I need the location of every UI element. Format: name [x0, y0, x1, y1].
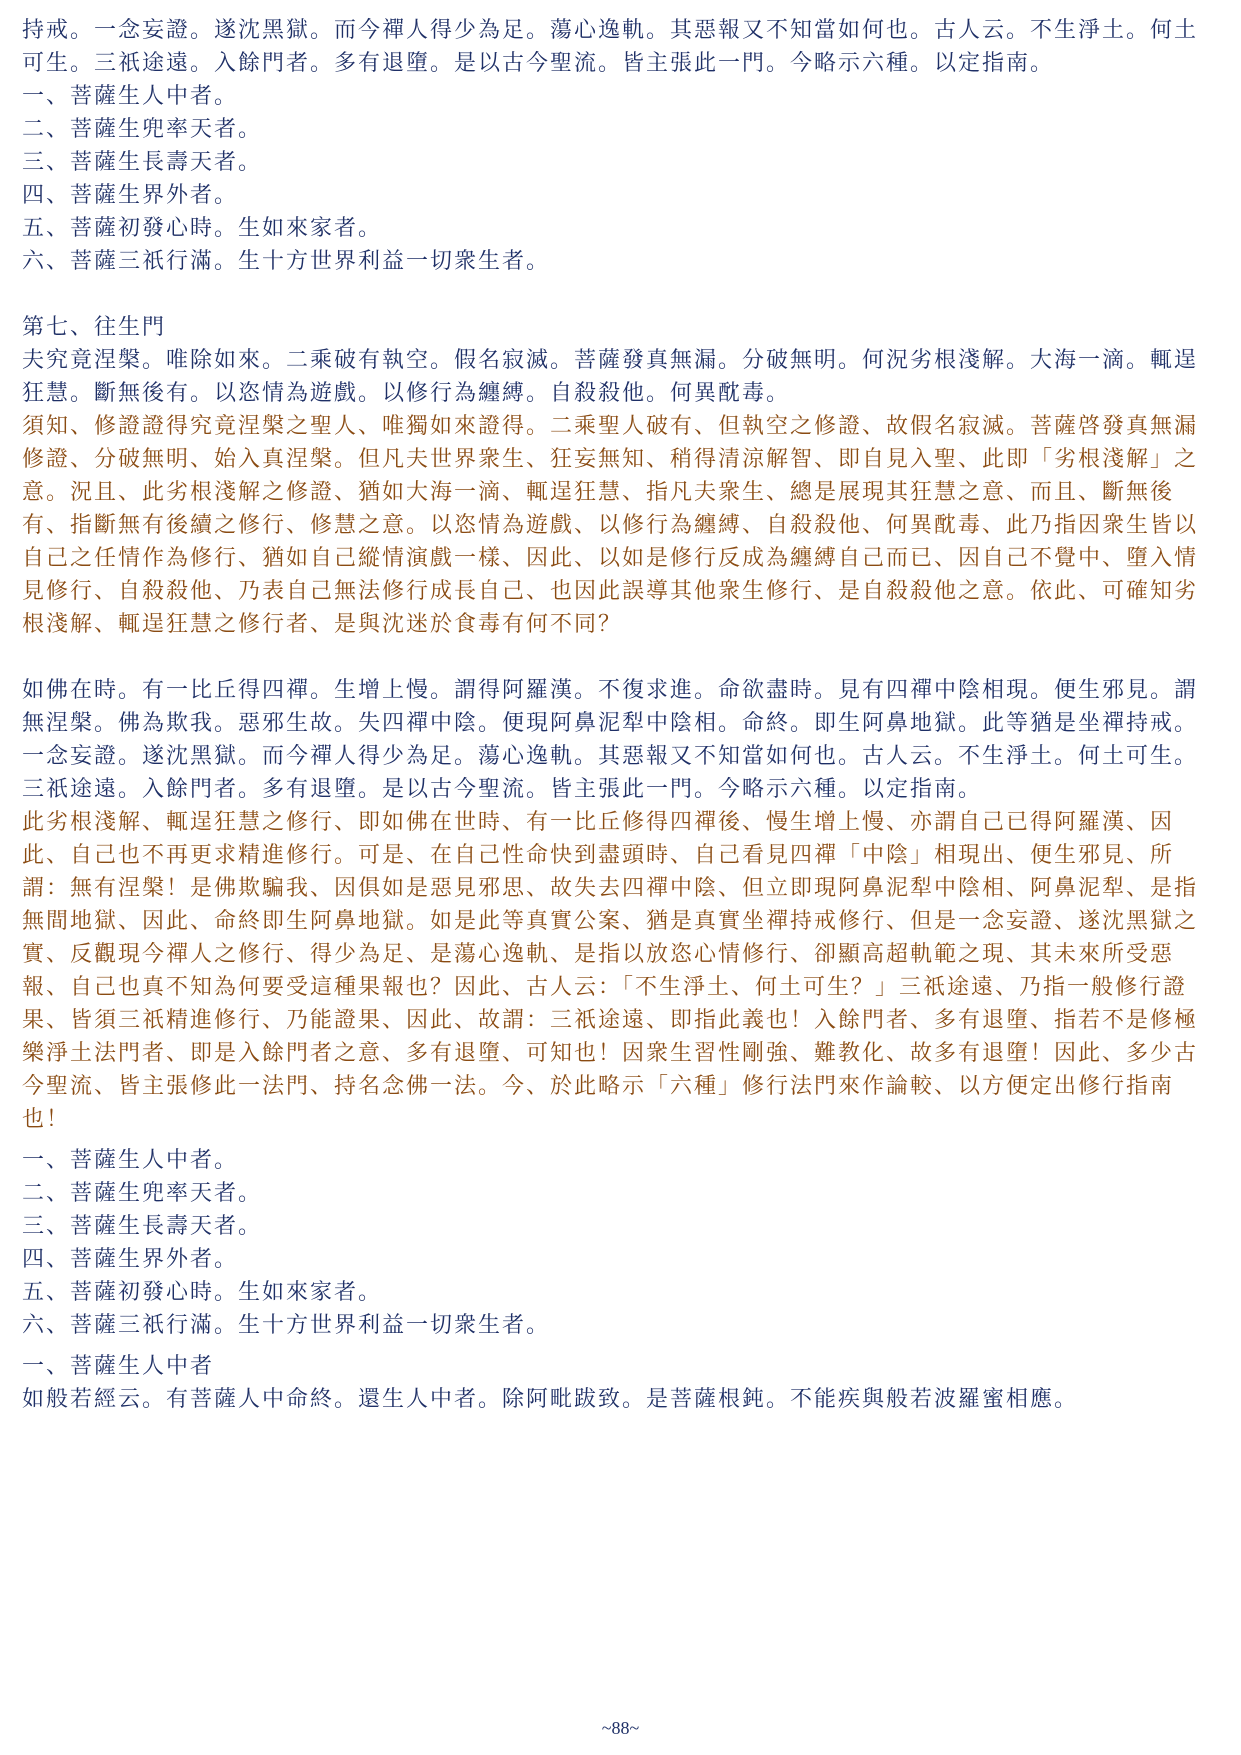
page-number: ~88~ — [601, 1718, 640, 1738]
list-item: 五、菩薩初發心時。生如來家者。 — [22, 1280, 383, 1305]
list-item: 五、菩薩初發心時。生如來家者。 — [22, 216, 383, 241]
list-item: 一、菩薩生人中者。 — [22, 1148, 239, 1173]
list-item: 三、菩薩生長壽天者。 — [22, 150, 263, 175]
spacer — [22, 1136, 1220, 1144]
sutra-text: 如佛在時。有一比丘得四禪。生增上慢。謂得阿羅漢。不復求進。命欲盡時。見有四禪中陰相現。便生邪見。謂無涅槃。佛為欺我。惡邪生故。失四禪中陰。便現阿鼻泥犁中陰相。命終。即生阿鼻地獄。此等猶是坐禪持戒。一念妄證。遂沈黑獄。而今禪人得少為足。蕩心逸軌。其惡報又不知當如何也。古人云。不生淨土。何土可生。三祇途遠。入餘門者。多有退墮。是以古今聖流。皆主張此一門。今略示六種。以定指南。 — [22, 678, 1199, 802]
commentary-text: 須知、修證證得究竟涅槃之聖人、唯獨如來證得。二乘聖人破有、但執空之修證、故假名寂滅。菩薩啓發真無漏修證、分破無明、始入真涅槃。但凡夫世界衆生、狂妄無知、稍得清涼解智、即自見入聖、此即「劣根淺解」之意。況且、此劣根淺解之修證、猶如大海一滴、輒逞狂慧、指凡夫衆生、總是展現其狂慧之意、而且、斷無後有、指斷無有後續之修行、修慧之意。以恣情為遊戲、以修行為纏縛、自殺殺他、何異酖毒、此乃指因衆生皆以自己之任情作為修行、猶如自己縱情演戲一樣、因此、以如是修行反成為纏縛自己而已、因自己不覺中、墮入情見修行、自殺殺他、乃表自己無法修行成長自己、也因此誤導其他衆生修行、是自殺殺他之意。依此、可確知劣根淺解、輒逞狂慧之修行者、是與沈迷於食毒有何不同？ — [22, 414, 1199, 637]
list-item: 二、菩薩生兜率天者。 — [22, 1181, 263, 1206]
list-item: 二、菩薩生兜率天者。 — [22, 117, 263, 142]
sutra-text: 如般若經云。有菩薩人中命終。還生人中者。除阿毗跋致。是菩薩根鈍。不能疾與般若波羅蜜相應。 — [22, 1387, 1079, 1412]
list-item: 六、菩薩三祇行滿。生十方世界利益一切衆生者。 — [22, 249, 551, 274]
intro-paragraph: 持戒。一念妄證。遂沈黑獄。而今禪人得少為足。蕩心逸軌。其惡報又不知當如何也。古人云。不生淨土。何土可生。三祇途遠。入餘門者。多有退墮。是以古今聖流。皆主張此一門。今略示六種。以定指南。 — [22, 18, 1199, 76]
list-item: 四、菩薩生界外者。 — [22, 183, 239, 208]
spacer — [22, 278, 1220, 311]
subsection-heading: 一、菩薩生人中者 — [22, 1354, 215, 1379]
spacer — [22, 1342, 1220, 1350]
list-item: 六、菩薩三祇行滿。生十方世界利益一切衆生者。 — [22, 1313, 551, 1338]
section-heading: 第七、往生門 — [22, 315, 167, 340]
document-page — [22, 14, 1220, 1416]
list-item: 三、菩薩生長壽天者。 — [22, 1214, 263, 1239]
spacer — [22, 641, 1220, 674]
list-item: 四、菩薩生界外者。 — [22, 1247, 239, 1272]
sutra-text: 夫究竟涅槃。唯除如來。二乘破有執空。假名寂滅。菩薩發真無漏。分破無明。何況劣根淺解。大海一滴。輒逞狂慧。斷無後有。以恣情為遊戲。以修行為纏縛。自殺殺他。何異酖毒。 — [22, 348, 1199, 406]
commentary-text: 此劣根淺解、輒逞狂慧之修行、即如佛在世時、有一比丘修得四禪後、慢生增上慢、亦謂自己已得阿羅漢、因此、自己也不再更求精進修行。可是、在自己性命快到盡頭時、自己看見四禪「中陰」相現出、便生邪見、所謂：無有涅槃！是佛欺騙我、因俱如是惡見邪思、故失去四禪中陰、但立即現阿鼻泥犁中陰相、阿鼻泥犁、是指無間地獄、因此、命終即生阿鼻地獄。如是此等真實公案、猶是真實坐禪持戒修行、但是一念妄證、遂沈黑獄之實、反觀現今禪人之修行、得少為足、是蕩心逸軌、是指以放恣心情修行、卻顯高超軌範之現、其未來所受惡報、自己也真不知為何要受這種果報也？因此、古人云：「不生淨土、何土可生？」三祇途遠、乃指一般修行證果、皆須三祇精進修行、乃能證果、因此、故謂：三祇途遠、即指此義也！入餘門者、多有退墮、指若不是修極樂淨土法門者、即是入餘門者之意、多有退墮、可知也！因衆生習性剛強、難教化、故多有退墮！因此、多少古今聖流、皆主張修此一法門、持名念佛一法。今、於此略示「六種」修行法門來作論較、以方便定出修行指南也！ — [22, 810, 1199, 1132]
list-item: 一、菩薩生人中者。 — [22, 84, 239, 109]
